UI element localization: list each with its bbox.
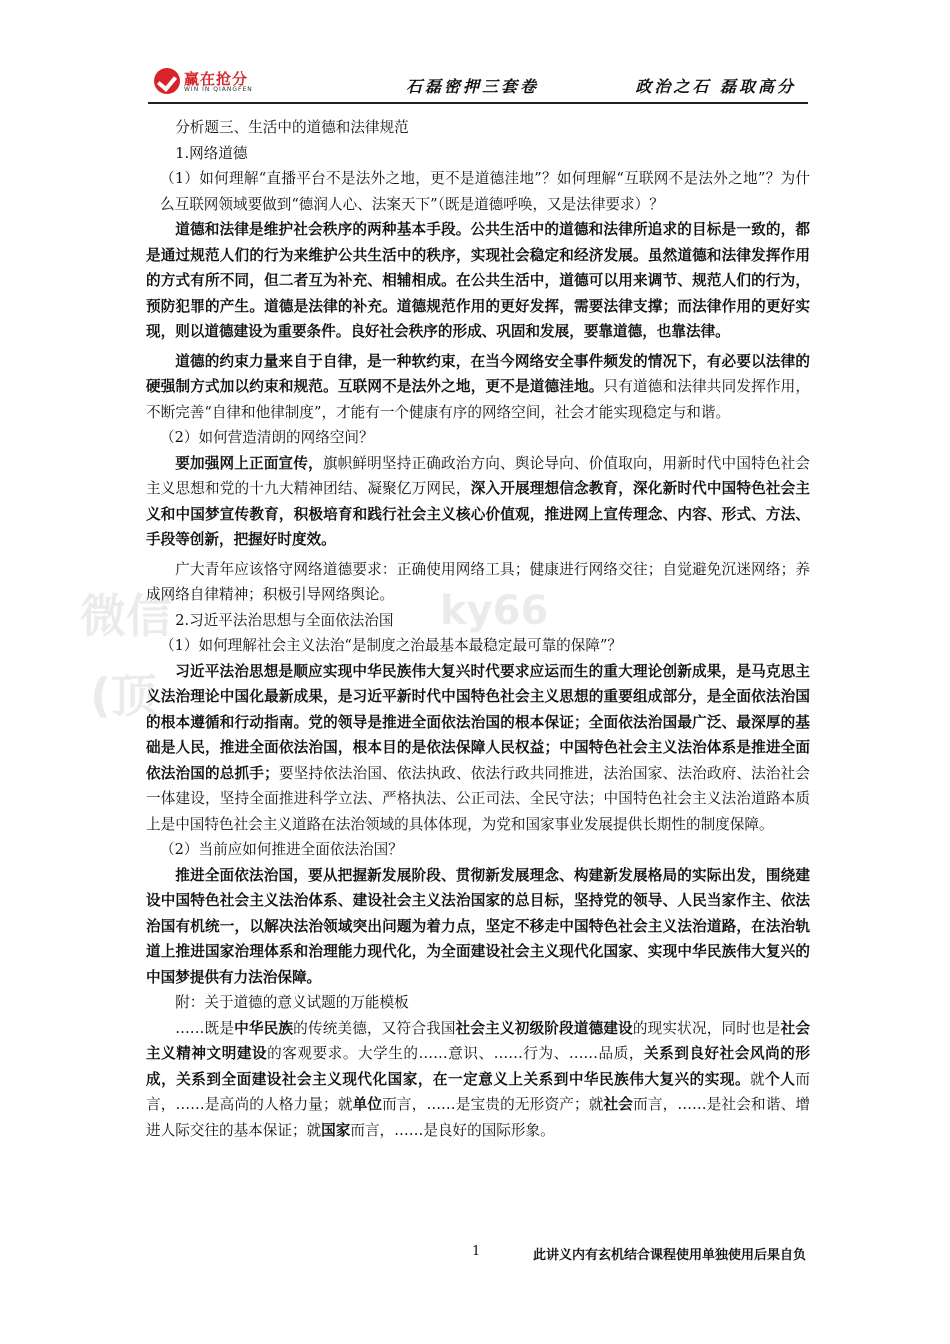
logo-english-text: WIN IN QIANGFEN xyxy=(184,86,253,93)
header-slogan: 政治之石 磊取高分 xyxy=(635,77,796,96)
watermark-line-2: ky66 xyxy=(440,588,549,634)
brand-logo xyxy=(148,64,258,96)
watermark-line-3: (顶 xyxy=(90,669,158,723)
appendix-template xyxy=(146,1016,810,1144)
bold-text: 社会主义初级阶段道德建设 xyxy=(455,1019,633,1037)
bold-text: 社会 xyxy=(603,1096,634,1113)
question-2-2: （2）当前应如何推进全面依法治国？ xyxy=(160,841,403,858)
watermark-line-1: 微信 xyxy=(80,589,172,643)
bold-text: 个人 xyxy=(765,1070,796,1088)
bold-text: 要加强网上正面宣传， xyxy=(175,454,323,472)
question-2-1: （1）如何理解社会主义法治“是制度之治最基本最稳定最可靠的保障”？ xyxy=(160,637,623,654)
text: 要坚持依法治国、依法执政、依法行政共同推进，法治国家、法治政府、法治社会一体建设，坚持全面推进科学立法、严格执法、公正司法、全民守法；中国特色社会主义法治道路本质上是中国特色社会主义道路在法治领域的具体体现，为党和国家事业发展提供长期性的制度保障。 xyxy=(146,764,810,833)
logo-chinese-text: 赢在抢分 xyxy=(184,70,249,88)
text: 旗帜鲜明坚持正确政治方向、舆论导向、价值取向，用新时代中国特色社会主义思想和党的十九大精神团结、凝聚亿万网民， xyxy=(146,454,810,497)
bold-text: 习近平法治思想是顺应实现中华民族伟大复兴时代要求应运而生的重大理论创新成果，是马克思主义法治理论中国化最新成果，是习近平新时代中国特色社会主义思想的重要组成部分，是全面依法治国的根本遵循和行动指南。党的领导是推进全面依法治国的根本保证；全面依法治国最广泛、最深厚的基础是人民，推进全面依法治国，根本目的是依法保障人民权益；中国特色社会主义法治体系是推进全面依法治国的总抓手； xyxy=(146,662,810,782)
footer-disclaimer: 此讲义内有玄机结合课程使用单独使用后果自负 xyxy=(532,1248,806,1263)
text: 的传统美德，又符合我国 xyxy=(293,1019,456,1037)
section-title: 分析题三、生活中的道德和法律规范 xyxy=(175,119,409,136)
bold-text: 道德的约束力量来自于自律，是一种软约束，在当今网络安全事件频发的情况下，有必要以法律的硬强制方式加以约束和规范。互联网不是法外之地，更不是道德洼地。 xyxy=(146,352,810,395)
page-header xyxy=(148,60,808,104)
bold-text: 单位 xyxy=(352,1096,383,1113)
appendix-heading: 附：关于道德的意义试题的万能模板 xyxy=(175,994,409,1011)
bold-text: 社会主义精神文明建设 xyxy=(146,1019,810,1062)
text: 而言，……是良好的国际形象。 xyxy=(350,1121,555,1139)
page-number: 1 xyxy=(472,1244,481,1259)
answer-paragraph: 广大青年应该恪守网络道德要求：正确使用网络工具；健康进行网络交往；自觉避免沉迷网络；养成网络自律精神；积极引导网络舆论。 xyxy=(146,560,810,603)
text: 的客观要求。大学生的……意识、……行为、……品质， xyxy=(267,1045,644,1062)
bold-text: 关系到良好社会风尚的形成，关系到全面建设社会主义现代化国家，在一定意义上关系到中华民族伟大复兴的实现。 xyxy=(146,1045,810,1088)
question-1-1: （1）如何理解“直播平台不是法外之地，更不是道德洼地”？如何理解“互联网不是法外之地”？为什么互联网领域要做到“德润人心、法案天下”（既是道德呼唤，又是法律要求）？ xyxy=(160,170,810,213)
document-body xyxy=(146,115,810,1143)
text: 而言，……是宝贵的无形资产；就 xyxy=(382,1096,604,1113)
answer-paragraph: 道德和法律是维护社会秩序的两种基本手段。公共生活中的道德和法律所追求的目标是一致的，都是通过规范人们的行为来维护公共生活中的秩序，实现社会稳定和经济发展。虽然道德和法律发挥作用的方式有所不同，但二者互为补充、相辅相成。在公共生活中，道德可以用来调节、规范人们的行为，预防犯罪的产生。道德是法律的补充。道德规范作用的更好发挥，需要法律支撑；而法律作用的更好实现，则以道德建设为重要条件。良好社会秩序的形成、巩固和发展，要靠道德，也靠法律。 xyxy=(146,221,810,340)
bold-text: 深入开展理想信念教育，深化新时代中国特色社会主义和中国梦宣传教育，积极培育和践行社会主义核心价值观，推进网上宣传理念、内容、形式、方法、手段等创新，把握好时度效。 xyxy=(146,480,810,548)
text: ……既是 xyxy=(175,1019,235,1037)
text: 而言，……是高尚的人格力量；就 xyxy=(146,1070,810,1113)
question-1-2: （2）如何营造清朗的网络空间？ xyxy=(160,429,374,446)
bold-text: 中华民族 xyxy=(234,1019,294,1037)
text: 的现实状况，同时也是 xyxy=(632,1019,781,1037)
heading-rule-of-law: 2.习近平法治思想与全面依法治国 xyxy=(175,611,394,629)
answer-paragraph: 推进全面依法治国，要从把握新发展阶段、贯彻新发展理念、构建新发展格局的实际出发，围绕建设中国特色社会主义法治体系、建设社会主义法治国家的总目标，坚持党的领导、人民当家作主、依法治国有机统一，以解决法治领域突出问题为着力点，坚定不移走中国特色社会主义法治道路，在法治轨道上推进国家治理体系和治理能力现代化，为全面建设社会主义现代化国家、实现中华民族伟大复兴的中国梦提供有力法治保障。 xyxy=(146,866,810,986)
text: 只有道德和法律共同发挥作用，不断完善“自律和他律制度”，才能有一个健康有序的网络空间，社会才能实现稳定与和谐。 xyxy=(146,378,810,421)
header-title: 石磊密押三套卷 xyxy=(406,77,540,96)
checkmark-logo-icon xyxy=(154,68,180,94)
answer-paragraph xyxy=(146,451,810,553)
answer-paragraph xyxy=(146,659,810,838)
bold-text: 国家 xyxy=(321,1121,351,1139)
answer-paragraph xyxy=(146,349,810,426)
heading-network-ethics: 1.网络道德 xyxy=(175,144,248,162)
text: 而言，……是社会和谐、增进人际交往的基本保证；就 xyxy=(146,1096,810,1139)
text: 就 xyxy=(750,1070,766,1088)
